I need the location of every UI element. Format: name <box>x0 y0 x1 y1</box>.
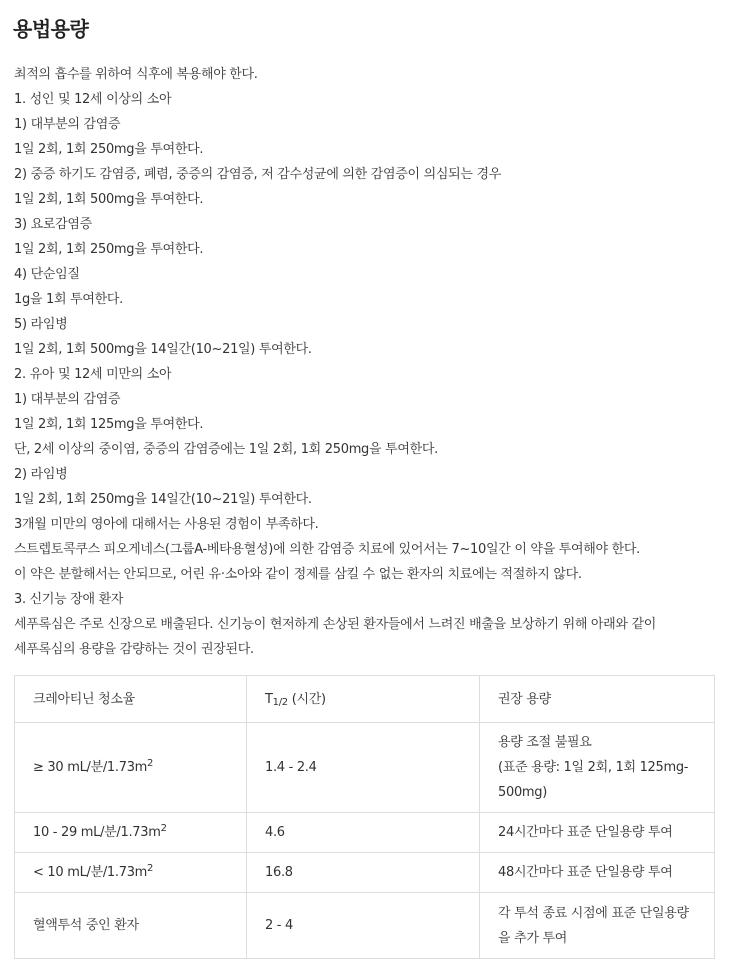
cell-halflife: 1.4 - 2.4 <box>247 723 480 813</box>
unit-superscript: 2 <box>160 823 167 834</box>
cell-dose <box>480 723 715 813</box>
text-line: 1. 성인 및 12세 이상의 소아 <box>14 92 172 107</box>
clearance-text: 혈액투석 중인 환자 <box>33 918 139 933</box>
text-line: 4) 단순임질 <box>14 267 80 282</box>
dose-line: (표준 용량: 1일 2회, 1회 125mg- <box>498 760 689 775</box>
table-row <box>15 723 715 813</box>
dose-line: 용량 조절 불필요 <box>498 735 592 750</box>
table-row <box>15 853 715 893</box>
dosage-text <box>14 62 724 662</box>
dose-line: 을 추가 투여 <box>498 930 567 946</box>
text-line: 1) 대부분의 감염증 <box>14 392 121 407</box>
text-line: 1일 2회, 1회 250mg을 투여한다. <box>14 242 204 257</box>
text-line: 2) 라임병 <box>14 467 68 482</box>
text-line: 3) 요로감염증 <box>14 217 92 232</box>
text-line: 스트렙토콕쿠스 피오게네스(그룹A-베타용혈성)에 의한 감염증 치료에 있어서는 7~10일간 이 약을 투여해야 한다. <box>14 542 640 557</box>
text-line: 1일 2회, 1회 500mg을 14일간(10~21일) 투여한다. <box>14 342 312 357</box>
table-row <box>15 813 715 853</box>
cell-dose <box>480 813 715 853</box>
text-line: 3. 신기능 장애 환자 <box>14 592 124 607</box>
text-line: 2) 중증 하기도 감염증, 폐렴, 중증의 감염증, 저 감수성균에 의한 감염증이 의심되는 경우 <box>14 167 502 182</box>
halflife-symbol: T <box>265 691 273 707</box>
dose-line: 500mg) <box>498 785 548 800</box>
unit-superscript: 2 <box>147 863 154 874</box>
cell-clearance <box>15 893 247 959</box>
cell-clearance <box>15 813 247 853</box>
clearance-text: < 10 mL/분/1.73m <box>33 865 148 880</box>
text-line: 1) 대부분의 감염증 <box>14 117 121 132</box>
text-line: 단, 2세 이상의 중이염, 중증의 감염증에는 1일 2회, 1회 250mg을 투여한다. <box>14 442 438 457</box>
text-line: 세푸록심의 용량을 감량하는 것이 권장된다. <box>14 642 254 657</box>
text-line: 세푸록심은 주로 신장으로 배출된다. 신기능이 현저하게 손상된 환자들에서 느려진 배출을 보상하기 위해 아래와 같이 <box>14 617 657 632</box>
halflife-unit: (시간) <box>287 691 326 707</box>
header-clearance: 크레아티닌 청소율 <box>15 676 247 723</box>
clearance-text: 10 - 29 mL/분/1.73m <box>33 825 161 840</box>
table-header-row <box>15 676 715 723</box>
cell-dose <box>480 853 715 893</box>
table-row <box>15 893 715 959</box>
text-line: 최적의 흡수를 위하여 식후에 복용해야 한다. <box>14 67 258 82</box>
dose-line: 각 투석 종료 시점에 표준 단일용량 <box>498 905 689 921</box>
text-line: 5) 라임병 <box>14 317 68 332</box>
header-halflife <box>247 676 480 723</box>
clearance-text: ≥ 30 mL/분/1.73m <box>33 760 148 775</box>
dose-line: 24시간마다 표준 단일용량 투여 <box>498 825 673 840</box>
text-line: 1일 2회, 1회 250mg을 14일간(10~21일) 투여한다. <box>14 492 312 507</box>
text-line: 3개월 미만의 영아에 대해서는 사용된 경험이 부족하다. <box>14 517 319 532</box>
text-line: 1일 2회, 1회 250mg을 투여한다. <box>14 142 204 157</box>
cell-clearance <box>15 853 247 893</box>
text-line: 1일 2회, 1회 500mg을 투여한다. <box>14 192 204 207</box>
dose-line: 48시간마다 표준 단일용량 투여 <box>498 865 673 880</box>
text-line: 1일 2회, 1회 125mg을 투여한다. <box>14 417 204 432</box>
header-dose: 권장 용량 <box>480 676 715 723</box>
cell-halflife: 2 - 4 <box>247 893 480 959</box>
text-line: 이 약은 분할해서는 안되므로, 어린 유·소아와 같이 정제를 삼킬 수 없는 환자의 치료에는 적절하지 않다. <box>14 567 582 582</box>
cell-clearance <box>15 723 247 813</box>
text-line: 1g을 1회 투여한다. <box>14 292 123 307</box>
halflife-subscript: 1/2 <box>272 696 288 708</box>
page-title: 용법용량 <box>13 17 89 41</box>
cell-dose <box>480 893 715 959</box>
text-line: 2. 유아 및 12세 미만의 소아 <box>14 367 172 382</box>
cell-halflife: 4.6 <box>247 813 480 853</box>
cell-halflife: 16.8 <box>247 853 480 893</box>
renal-dosage-table <box>14 675 715 959</box>
unit-superscript: 2 <box>147 758 154 769</box>
